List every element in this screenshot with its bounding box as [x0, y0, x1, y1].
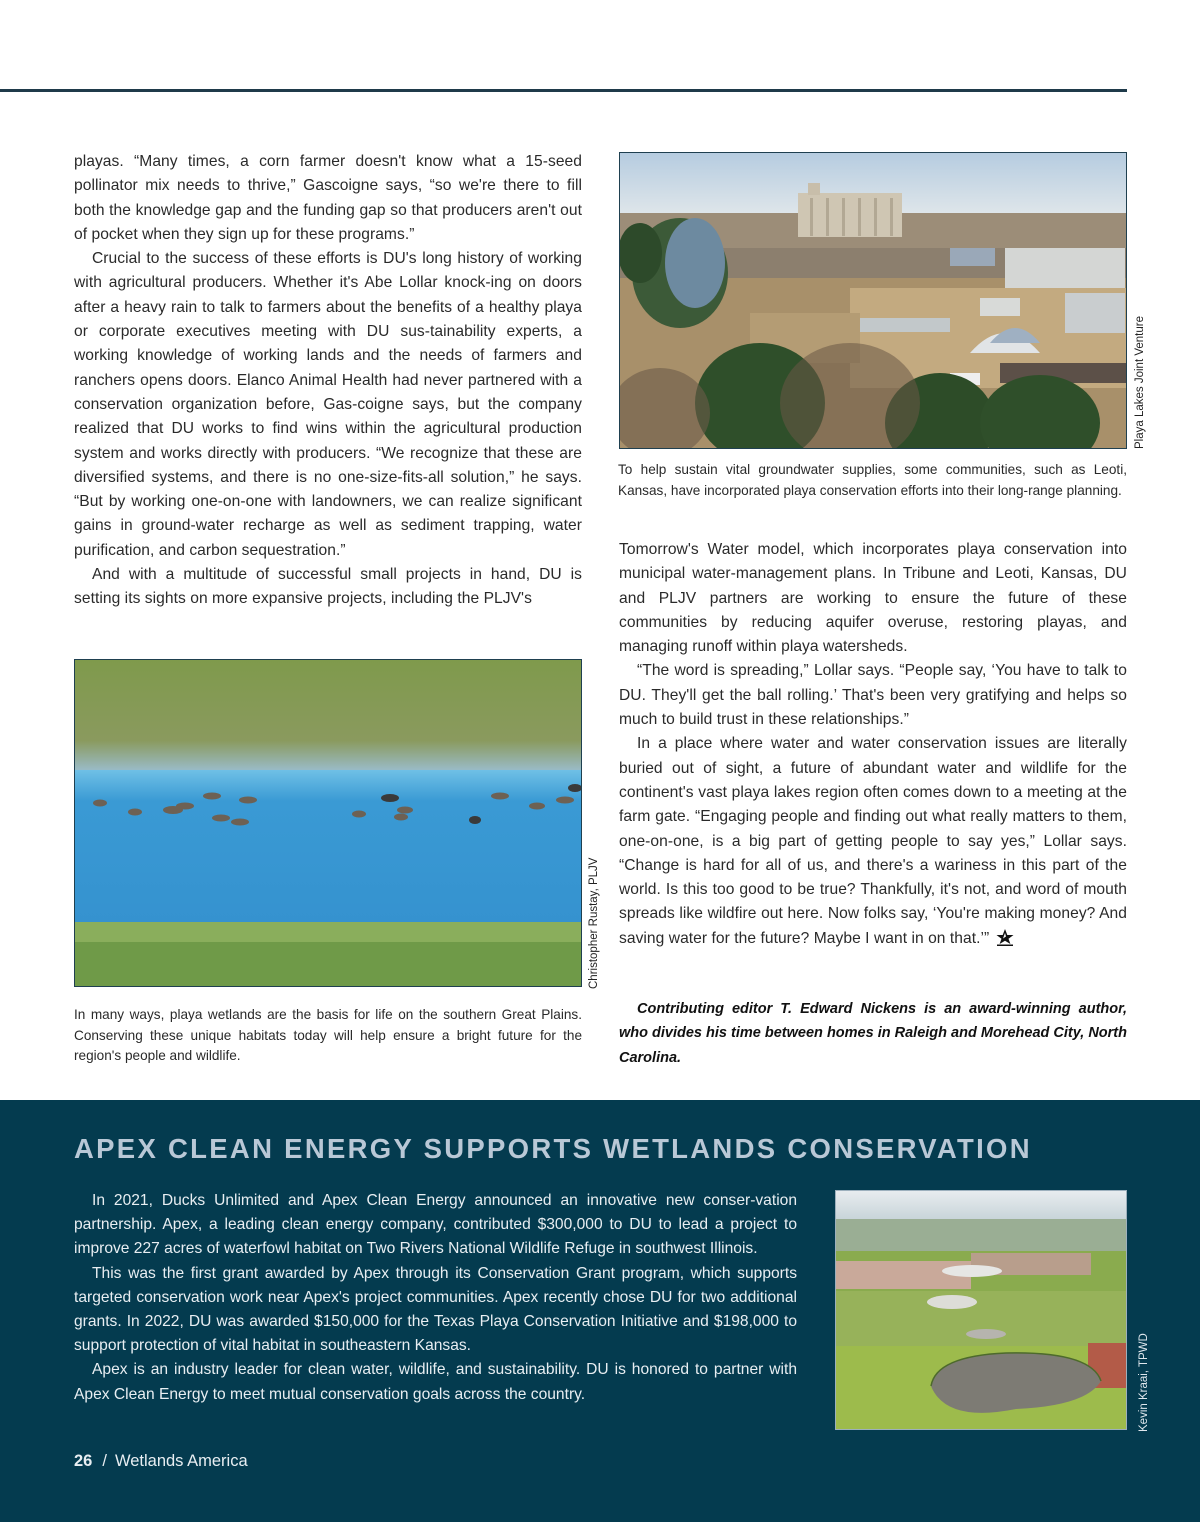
- article-paragraph: “The word is spreading,” Lollar says. “People say, ‘You have to talk to DU. They'll get the ball rolling.’ That's been very gratifying and helps so much to build trust in these relationships.”: [619, 662, 1127, 729]
- sidebar-title: APEX CLEAN ENERGY SUPPORTS WETLANDS CONSERVATION: [74, 1133, 1032, 1164]
- article-paragraph: Tomorrow's Water model, which incorporates playa conservation into municipal water-management plans. In Tribune and Leoti, Kansas, DU and PLJV partners are working to ensure the future of these communities by reducing aquifer overuse, restoring playas, and managing runoff within playa watersheds.: [619, 541, 1127, 656]
- sidebar-paragraph: In 2021, Ducks Unlimited and Apex Clean Energy announced an innovative new conser-vation partnership. Apex, a leading clean energy company, contributed $300,000 to DU to lead a project to improve 227 acres of waterfowl habitat on Two Rivers National Wildlife Refuge in southwest Illinois.: [74, 1192, 797, 1258]
- du-star-end-mark-icon: [995, 928, 1015, 946]
- publication-name: Wetlands America: [114, 1452, 248, 1470]
- author-bio-text: Contributing editor T. Edward Nickens is an award-winning author, who divides his time between homes in Raleigh and Morehead City, North Carolina.: [619, 1001, 1127, 1066]
- photo-caption: In many ways, playa wetlands are the basis for life on the southern Great Plains. Conserving these unique habitats today will help ensure a bright future for the region's people and wildlife.: [74, 1007, 582, 1063]
- photo-credit: Playa Lakes Joint Venture: [1134, 316, 1146, 449]
- leoti-town-photo: [619, 152, 1127, 449]
- sidebar-paragraph: Apex is an industry leader for clean water, wildlife, and sustainability. DU is honored to partner with Apex Clean Energy to meet mutual conservation goals across the country.: [74, 1361, 797, 1403]
- article-right-column: [619, 538, 1127, 951]
- article-paragraph: And with a multitude of successful small projects in hand, DU is setting its sights on more expansive projects, including the PLJV's: [74, 566, 582, 608]
- article-paragraph: playas. “Many times, a corn farmer doesn't know what a 15-seed pollinator mix needs to thrive,” Gascoigne says, “so we're there to fill both the knowledge gap and the funding gap so that producers aren't out of pocket when they sign up for these programs.”: [74, 153, 582, 243]
- article-paragraph: Crucial to the success of these efforts is DU's long history of working with agricultural producers. Whether it's Abe Lollar knock-ing on doors after a heavy rain to talk to farmers about the benefits of a healthy playa or corporate executives meeting with DU sus-tainability experts, a working knowledge of working lands and the needs of farmers and ranchers opens doors. Elanco Animal Health had never partnered with a conservation organization before, Gas-coigne says, but the company realized that DU works to find wins within the agricultural production system and works directly with producers. “We recognize that these are diversified systems, and there is no one-size-fits-all solution,” he says. “But by working one-on-one with landowners, we can realize significant gains in ground-water recharge as well as sediment trapping, water purification, and carbon sequestration.”: [74, 250, 582, 559]
- page-footer: [74, 1452, 248, 1471]
- header-rule: [0, 89, 1127, 92]
- apex-sidebar: [0, 1100, 1200, 1522]
- article-paragraph: [619, 732, 1127, 951]
- article-paragraph-text: In a place where water and water conservation issues are literally buried out of sight, a future of abundant water and wildlife for the continent's vast playa lakes region often comes down to a meeting at the farm gate. “Engaging people and finding out what really matters to them, one-on-one, is a big part of getting people to say yes,” Lollar says. “Change is hard for all of us, and there's a wariness in this part of the world. Is this too good to be true? Thankfully, it's not, and word of mouth spreads like wildfire out here. Now folks say, ‘You're making money? And saving water for the future? Maybe I want in on that.’”: [619, 735, 1127, 947]
- sidebar-body: [74, 1189, 797, 1407]
- photo-credit: Kevin Kraai, TPWD: [1138, 1333, 1150, 1432]
- article-left-column: [74, 150, 582, 612]
- photo-caption: To help sustain vital groundwater supplies, some communities, such as Leoti, Kansas, have incorporated playa conservation efforts into their long-range planning.: [618, 462, 1127, 498]
- footer-separator: /: [102, 1452, 107, 1470]
- aerial-playa-photo: [835, 1190, 1127, 1430]
- playa-ducks-photo: [74, 659, 582, 987]
- photo-credit: Christopher Rustay, PLJV: [588, 857, 600, 989]
- sidebar-paragraph: This was the first grant awarded by Apex through its Conservation Grant program, which supports targeted conservation work near Apex's project communities. Apex recently chose DU for two additional grants. In 2022, DU was awarded $150,000 for the Texas Playa Conservation Initiative and $198,000 to support protection of vital habitat in southeastern Kansas.: [74, 1264, 797, 1355]
- author-bio: [619, 997, 1127, 1070]
- page-number: 26: [74, 1452, 93, 1470]
